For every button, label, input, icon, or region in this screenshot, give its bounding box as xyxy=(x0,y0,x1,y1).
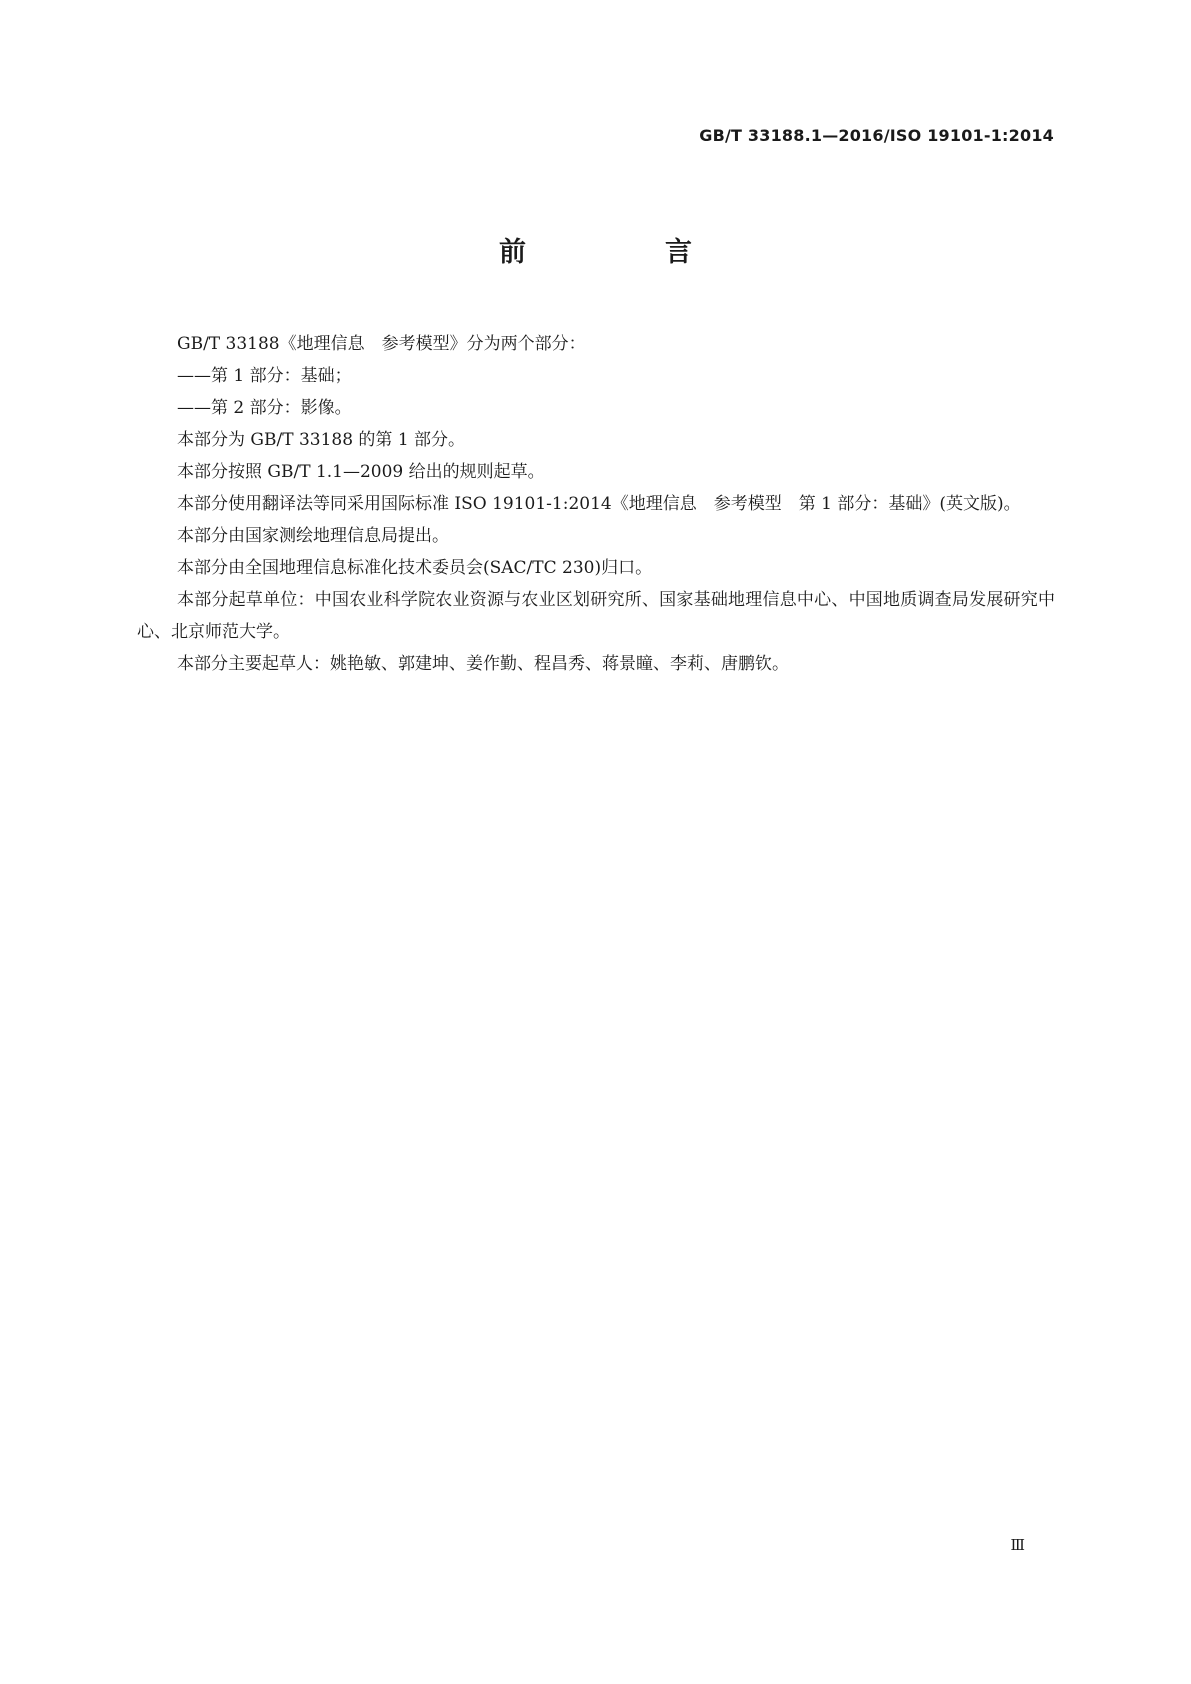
paragraph-drafting-units: 本部分起草单位：中国农业科学院农业资源与农业区划研究所、国家基础地理信息中心、中国地质调查局发展研究中心、北京师范大学。 xyxy=(137,590,1055,642)
paragraph-committee: 本部分由全国地理信息标准化技术委员会(SAC/TC 230)归口。 xyxy=(177,558,653,578)
page-title: 前 言 xyxy=(499,237,748,268)
paragraph-adoption: 本部分使用翻译法等同采用国际标准 ISO 19101-1:2014《地理信息 参考模型 第 1 部分：基础》(英文版)。 xyxy=(177,494,1021,514)
paragraph-drafters: 本部分主要起草人：姚艳敏、郭建坤、姜作勤、程昌秀、蒋景瞳、李莉、唐鹏钦。 xyxy=(177,654,789,674)
document-body xyxy=(137,328,1055,680)
paragraph-part-1: ——第 1 部分：基础； xyxy=(177,366,352,386)
paragraph-drafting-rules: 本部分按照 GB/T 1.1—2009 给出的规则起草。 xyxy=(177,462,545,482)
paragraph-this-part: 本部分为 GB/T 33188 的第 1 部分。 xyxy=(177,430,466,450)
paragraph-parts-intro: GB/T 33188《地理信息 参考模型》分为两个部分： xyxy=(177,334,586,354)
page-number: Ⅲ xyxy=(1010,1536,1025,1554)
paragraph-proposer: 本部分由国家测绘地理信息局提出。 xyxy=(177,526,449,546)
paragraph-part-2: ——第 2 部分：影像。 xyxy=(177,398,352,418)
standard-code-header: GB/T 33188.1—2016/ISO 19101-1:2014 xyxy=(699,126,1054,145)
